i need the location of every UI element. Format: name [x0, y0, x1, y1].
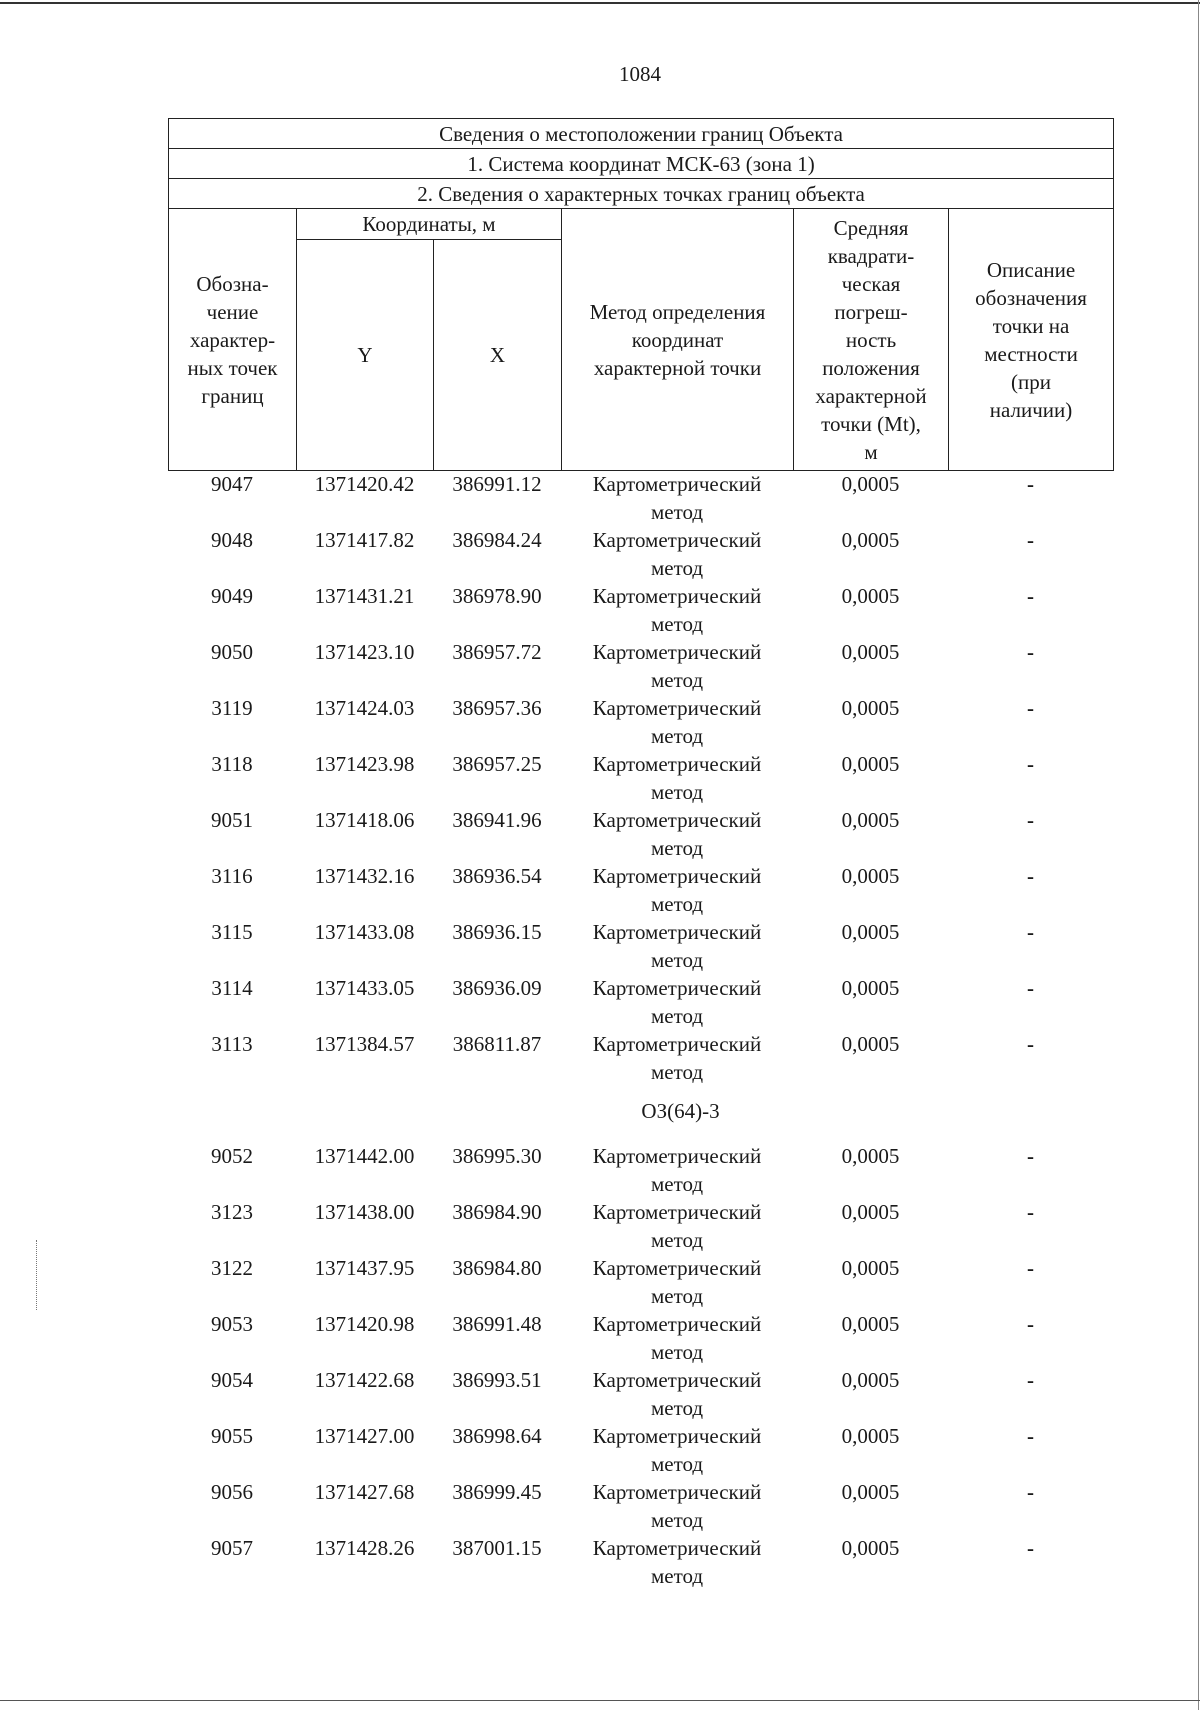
table-row [168, 974, 1113, 1030]
table-row [168, 1534, 1113, 1590]
method: Картометрический метод [592, 1368, 762, 1420]
coord-x: 386936.15 [452, 920, 542, 944]
point-id: 9053 [211, 1312, 253, 1336]
method: Картометрический метод [592, 472, 762, 524]
description: - [1027, 584, 1034, 608]
coord-x: 386995.30 [452, 1144, 542, 1168]
method: Картометрический метод [592, 1144, 762, 1196]
method: Картометрический метод [592, 976, 762, 1028]
method: Картометрический метод [592, 584, 762, 636]
coord-x: 386999.45 [452, 1480, 542, 1504]
point-id: 3115 [211, 920, 253, 944]
page-right-edge [1198, 0, 1199, 1710]
section-title [168, 1097, 1113, 1125]
error-value: 0,0005 [841, 920, 900, 944]
error-value: 0,0005 [841, 1480, 900, 1504]
description: - [1027, 1200, 1034, 1224]
error-value: 0,0005 [841, 1256, 900, 1280]
table-row [168, 526, 1113, 582]
coord-y: 1371420.42 [314, 472, 415, 496]
description: - [1027, 976, 1034, 1000]
point-id: 9052 [211, 1144, 253, 1168]
coord-x: 386993.51 [452, 1368, 542, 1392]
coord-x: 386991.12 [452, 472, 542, 496]
description: - [1027, 472, 1034, 496]
coord-y: 1371437.95 [314, 1256, 415, 1280]
method: Картометрический метод [592, 1536, 762, 1588]
point-id: 3114 [211, 976, 253, 1000]
col-header-error: Средняя квадрати- ческая погреш- ность положения характерной точки (Mt), м [794, 209, 949, 471]
table-row [168, 862, 1113, 918]
table-row [168, 750, 1113, 806]
coord-x: 386984.80 [452, 1256, 542, 1280]
error-value: 0,0005 [841, 1536, 900, 1560]
error-value: 0,0005 [841, 1312, 900, 1336]
table-row [168, 1254, 1113, 1310]
coord-y: 1371384.57 [314, 1032, 415, 1056]
col-header-coordinates: Координаты, м [297, 209, 562, 240]
method: Картометрический метод [592, 528, 762, 580]
description: - [1027, 808, 1034, 832]
point-id: 3118 [211, 752, 253, 776]
coord-x: 386984.24 [452, 528, 542, 552]
table-row [168, 1478, 1113, 1534]
description: - [1027, 1480, 1034, 1504]
table-row [168, 694, 1113, 750]
coord-x: 386957.36 [452, 696, 542, 720]
coord-x: 386957.25 [452, 752, 542, 776]
error-value: 0,0005 [841, 808, 900, 832]
table-row [168, 582, 1113, 638]
point-id: 9048 [211, 528, 253, 552]
point-id: 3123 [211, 1200, 253, 1224]
table-row [168, 1310, 1113, 1366]
coord-x: 386998.64 [452, 1424, 542, 1448]
col-header-x: X [434, 240, 562, 471]
error-value: 0,0005 [841, 1200, 900, 1224]
point-id: 3116 [211, 864, 253, 888]
error-value: 0,0005 [841, 1144, 900, 1168]
coord-y: 1371424.03 [314, 696, 415, 720]
description: - [1027, 1312, 1034, 1336]
point-id: 9047 [211, 472, 253, 496]
description: - [1027, 1368, 1034, 1392]
table-row [168, 918, 1113, 974]
description: - [1027, 752, 1034, 776]
error-value: 0,0005 [841, 976, 900, 1000]
table-row [168, 1198, 1113, 1254]
description: - [1027, 528, 1034, 552]
coord-y: 1371433.08 [314, 920, 415, 944]
col-header-description: Описание обозначения точки на местности (при наличии) [949, 209, 1114, 471]
error-value: 0,0005 [841, 640, 900, 664]
point-id: 9051 [211, 808, 253, 832]
method: Картометрический метод [592, 1480, 762, 1532]
table-row [168, 638, 1113, 694]
method: Картометрический метод [592, 1032, 762, 1084]
point-id: 3113 [211, 1032, 253, 1056]
col-header-method: Метод определения координат характерной точки [562, 209, 794, 471]
table-row [168, 470, 1113, 526]
point-id: 3122 [211, 1256, 253, 1280]
coord-y: 1371423.98 [314, 752, 415, 776]
method: Картометрический метод [592, 808, 762, 860]
method: Картометрический метод [592, 920, 762, 972]
coord-y: 1371427.00 [314, 1424, 415, 1448]
description: - [1027, 1032, 1034, 1056]
coord-y: 1371418.06 [314, 808, 415, 832]
table-row [168, 806, 1113, 862]
coord-x: 386978.90 [452, 584, 542, 608]
coord-x: 386957.72 [452, 640, 542, 664]
coord-y: 1371427.68 [314, 1480, 415, 1504]
error-value: 0,0005 [841, 1032, 900, 1056]
error-value: 0,0005 [841, 864, 900, 888]
description: - [1027, 864, 1034, 888]
point-id: 9056 [211, 1480, 253, 1504]
description: - [1027, 1536, 1034, 1560]
method: Картометрический метод [592, 1200, 762, 1252]
error-value: 0,0005 [841, 696, 900, 720]
coord-x: 386984.90 [452, 1200, 542, 1224]
points-group-1 [168, 470, 1113, 1086]
coord-x: 386941.96 [452, 808, 542, 832]
table-row [168, 1366, 1113, 1422]
table-row [168, 1422, 1113, 1478]
method: Картометрический метод [592, 864, 762, 916]
page-top-edge [0, 2, 1200, 4]
point-id: 9057 [211, 1536, 253, 1560]
page-bottom-edge [0, 1700, 1200, 1701]
error-value: 0,0005 [841, 752, 900, 776]
description: - [1027, 920, 1034, 944]
table-subtitle: 2. Сведения о характерных точках границ объекта [169, 179, 1114, 209]
description: - [1027, 696, 1034, 720]
coordinate-system: 1. Система координат МСК-63 (зона 1) [169, 149, 1114, 179]
method: Картометрический метод [592, 1424, 762, 1476]
error-value: 0,0005 [841, 1368, 900, 1392]
coord-y: 1371423.10 [314, 640, 415, 664]
points-group-2 [168, 1142, 1113, 1590]
description: - [1027, 1256, 1034, 1280]
method: Картометрический метод [592, 696, 762, 748]
point-id: 9054 [211, 1368, 253, 1392]
coord-y: 1371438.00 [314, 1200, 415, 1224]
coord-y: 1371431.21 [314, 584, 415, 608]
table-title: Сведения о местоположении границ Объекта [169, 119, 1114, 149]
scan-margin-marks [36, 1240, 41, 1310]
section-title-text: ОЗ(64)-3 [641, 1099, 720, 1123]
method: Картометрический метод [592, 1312, 762, 1364]
error-value: 0,0005 [841, 584, 900, 608]
description: - [1027, 1144, 1034, 1168]
point-id: 9055 [211, 1424, 253, 1448]
coord-y: 1371428.26 [314, 1536, 415, 1560]
coord-y: 1371432.16 [314, 864, 415, 888]
method: Картометрический метод [592, 1256, 762, 1308]
table-row [168, 1030, 1113, 1086]
description: - [1027, 640, 1034, 664]
coord-x: 386811.87 [452, 1032, 542, 1056]
page-number: 1084 [619, 62, 661, 86]
header-table [168, 118, 1114, 471]
method: Картометрический метод [592, 752, 762, 804]
point-id: 9050 [211, 640, 253, 664]
coord-y: 1371422.68 [314, 1368, 415, 1392]
coord-y: 1371420.98 [314, 1312, 415, 1336]
col-header-y: Y [297, 240, 434, 471]
coord-x: 387001.15 [452, 1536, 542, 1560]
error-value: 0,0005 [841, 472, 900, 496]
col-header-designation: Обозна- чение характер- ных точек границ [169, 209, 297, 471]
table-row [168, 1142, 1113, 1198]
point-id: 9049 [211, 584, 253, 608]
point-id: 3119 [211, 696, 253, 720]
method: Картометрический метод [592, 640, 762, 692]
coord-x: 386936.54 [452, 864, 542, 888]
coord-y: 1371433.05 [314, 976, 415, 1000]
coord-y: 1371442.00 [314, 1144, 415, 1168]
error-value: 0,0005 [841, 528, 900, 552]
coord-x: 386991.48 [452, 1312, 542, 1336]
description: - [1027, 1424, 1034, 1448]
error-value: 0,0005 [841, 1424, 900, 1448]
coord-y: 1371417.82 [314, 528, 415, 552]
coord-x: 386936.09 [452, 976, 542, 1000]
